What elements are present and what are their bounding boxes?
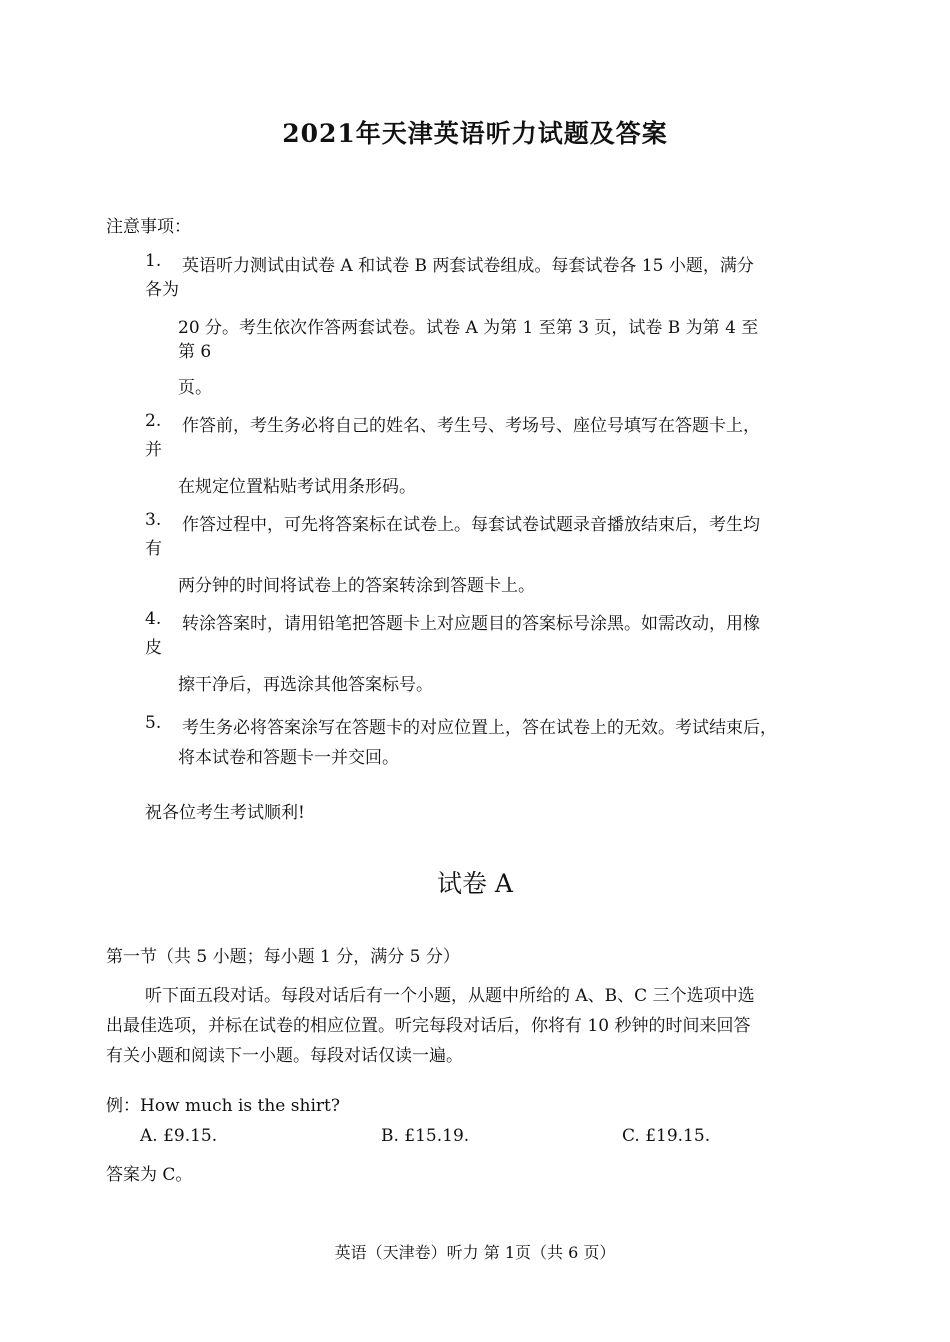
example-option-c: C. £19.15. xyxy=(622,1126,711,1146)
page-title: 2021年天津英语听力试题及答案 xyxy=(282,119,668,148)
example-option-b: B. £15.19. xyxy=(381,1126,470,1146)
instructions-line-2: 出最佳选项，并标在试卷的相应位置。听完每段对话后，你将有 10 秒钟的时间来回答 xyxy=(106,1016,751,1036)
section-a-title: 试卷 A xyxy=(436,869,513,898)
notice-item-1-number: 1. xyxy=(145,251,162,271)
notice-item-2-text: 作答前，考生务必将自己的姓名、考生号、考场号、座位号填写在答题卡上， xyxy=(182,416,760,436)
example-question: 例：How much is the shirt? xyxy=(106,1096,340,1116)
notice-item-1-wrap: 各为 xyxy=(145,280,179,300)
notice-item-5-text: 考生务必将答案涂写在答题卡的对应位置上，答在试卷上的无效。考试结束后， xyxy=(182,718,777,738)
notice-item-5-cont-1: 将本试卷和答题卡一并交回。 xyxy=(178,748,399,768)
notice-item-4-cont-1: 擦干净后，再选涂其他答案标号。 xyxy=(178,675,433,695)
notice-heading: 注意事项： xyxy=(106,217,191,237)
notice-item-1-cont-2: 第 6 xyxy=(178,342,212,362)
notice-item-4-number: 4. xyxy=(145,609,162,629)
notice-item-2-number: 2. xyxy=(145,411,162,431)
example-answer: 答案为 C。 xyxy=(106,1165,193,1185)
notice-item-1-cont-3: 页。 xyxy=(178,378,212,398)
notice-item-1-text: 英语听力测试由试卷 A 和试卷 B 两套试卷组成。每套试卷各 15 小题，满分 xyxy=(182,256,754,276)
instructions-line-1: 听下面五段对话。每段对话后有一个小题，从题中所给的 A、B、C 三个选项中选 xyxy=(145,986,755,1006)
notice-item-5-number: 5. xyxy=(145,713,162,733)
notice-item-3-cont-1: 两分钟的时间将试卷上的答案转涂到答题卡上。 xyxy=(178,576,535,596)
page-footer: 英语（天津卷）听力 第 1页（共 6 页） xyxy=(334,1243,616,1262)
instructions-line-3: 有关小题和阅读下一小题。每段对话仅读一遍。 xyxy=(106,1046,463,1066)
part-one-heading: 第一节（共 5 小题；每小题 1 分，满分 5 分） xyxy=(106,947,460,967)
notice-item-2-cont-1: 在规定位置粘贴考试用条形码。 xyxy=(178,477,416,497)
good-luck-text: 祝各位考生考试顺利! xyxy=(145,803,305,823)
example-option-a: A. £9.15. xyxy=(140,1126,218,1146)
notice-item-2-wrap: 并 xyxy=(145,440,162,460)
notice-item-3-wrap: 有 xyxy=(145,539,162,559)
notice-item-1-cont-1: 20 分。考生依次作答两套试卷。试卷 A 为第 1 至第 3 页，试卷 B 为第 4 至 xyxy=(178,318,759,338)
notice-item-3-number: 3. xyxy=(145,510,162,530)
notice-item-3-text: 作答过程中，可先将答案标在试卷上。每套试卷试题录音播放结束后，考生均 xyxy=(182,515,760,535)
notice-item-4-text: 转涂答案时，请用铅笔把答题卡上对应题目的答案标号涂黑。如需改动，用橡 xyxy=(182,614,760,634)
notice-item-4-wrap: 皮 xyxy=(145,638,162,658)
